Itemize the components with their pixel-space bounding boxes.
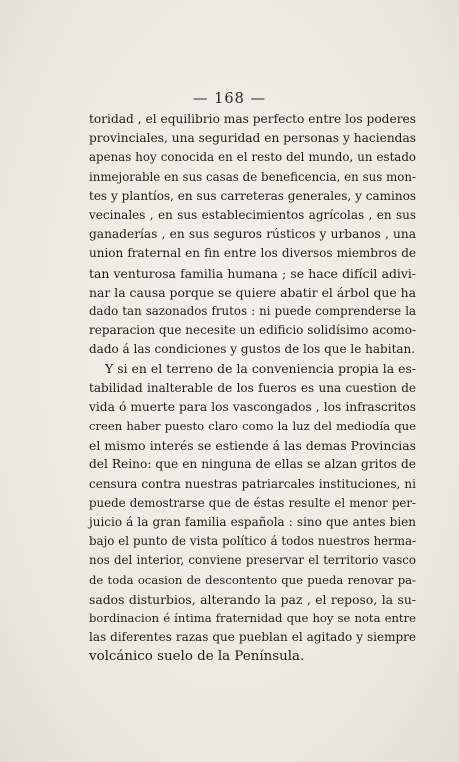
text-line: apenas hoy conocida en el resto del mundo, un estado [89,150,416,165]
text-line: censura contra nuestras patriarcales instituciones, ni [89,476,416,491]
text-line: toridad , el equilibrio mas perfecto entre los poderes [89,112,416,126]
text-line: tan venturosa familia humana ; se hace difícil adivi- [89,265,416,281]
text-line: del Reino: que en ninguna de ellas se alzan gritos de [89,457,416,472]
text-line: dado tan sazonados frutos : ni puede comprenderse la [89,303,416,318]
paragraph [89,110,416,359]
text-line: el mismo interés se estiende á las demas Provincias [89,438,416,454]
text-line: tes y plantíos, en sus carreteras generales, y caminos [89,188,416,203]
text-line: juicio á la gran familia española : sino que antes bien [89,514,416,529]
text-line: bordinacion é íntima fraternidad que hoy se nota entre [89,610,416,625]
text-line: Y si en el terreno de la conveniencia propia la es- [105,361,416,377]
body-text [89,110,416,666]
text-line: tabilidad inalterable de los fueros es una cuestion de [89,380,416,395]
paragraph [89,359,416,666]
text-line: vecinales , en sus establecimientos agrícolas , en sus [89,207,416,222]
text-line: dado á las condiciones y gustos de los que le habitan. [89,342,416,357]
text-line: sados disturbios, alterando la paz , el reposo, la su- [89,591,416,607]
text-line: puede demostrarse que de éstas resulte el menor per- [89,495,416,510]
text-line: nar la causa porque se quiere abatir el árbol que ha [89,284,416,300]
text-line: vida ó muerte para los vascongados , los infrascritos [89,399,416,414]
text-line: provinciales, una seguridad en personas y haciendas [89,131,416,146]
text-line: inmejorable en sus casas de beneficencia, en sus mon- [89,169,416,184]
text-line: ganaderías , en sus seguros rústicos y urbanos , una [89,227,416,242]
text-line: reparacion que necesite un edificio solidísimo acomo- [89,323,416,338]
text-line: union fraternal en fin entre los diversos miembros de [89,246,416,261]
text-line: creen haber puesto claro como la luz del mediodía que [89,419,416,433]
text-line: las diferentes razas que pueblan el agitado y siempre [89,630,416,645]
text-line: bajo el punto de vista político á todos nuestros herma- [89,534,416,549]
text-line: volcánico suelo de la Península. [89,649,305,665]
text-line: nos del interior, conviene preservar el territorio vasco [89,553,416,568]
text-line: de toda ocasion de descontento que pueda renovar pa- [89,572,416,587]
page-number: — 168 — [193,91,266,107]
